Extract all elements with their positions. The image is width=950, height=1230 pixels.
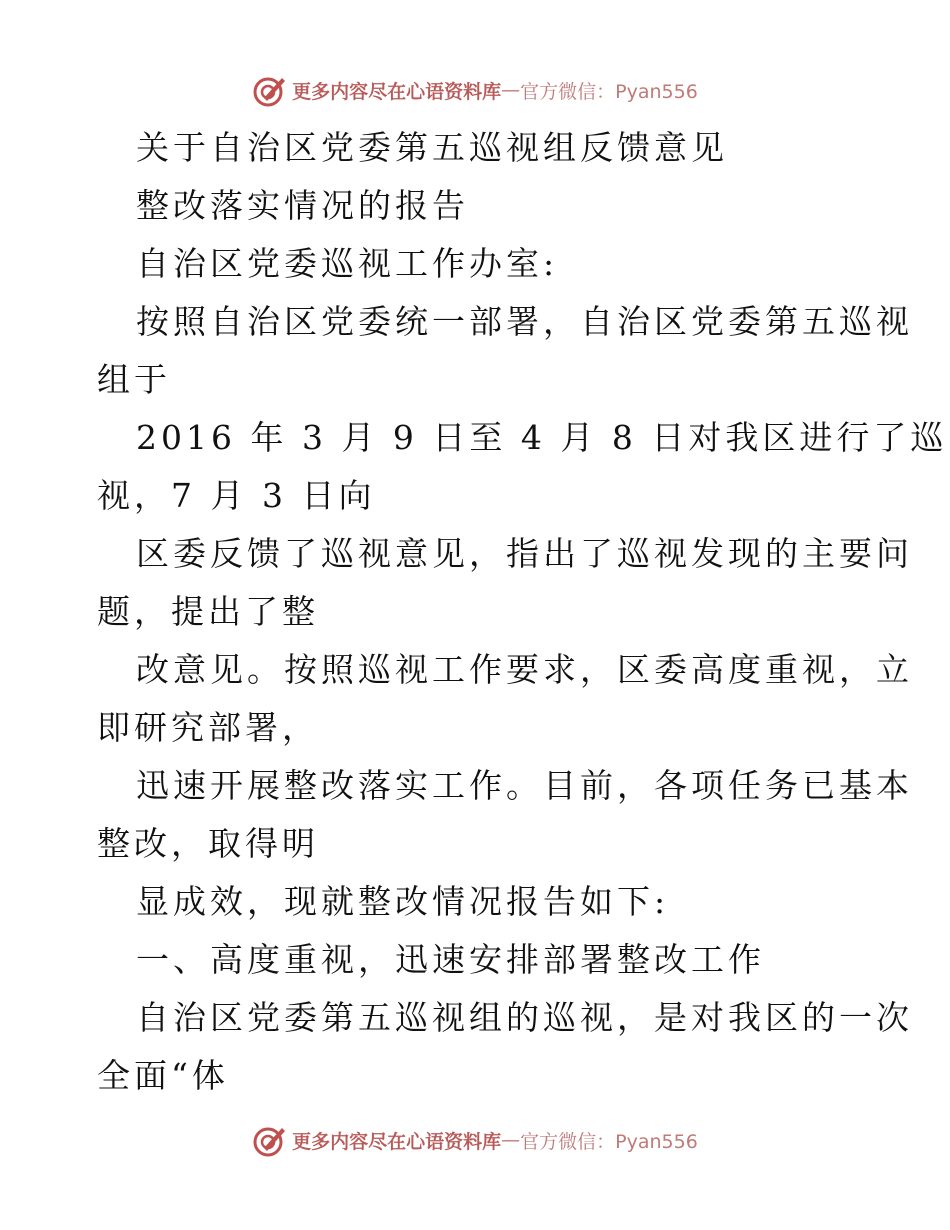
watermark-separator: — <box>501 1129 521 1151</box>
watermark-site-text: 更多内容尽在心语资料库 <box>292 1130 502 1153</box>
footer-watermark <box>0 1120 950 1160</box>
section-heading: 一、高度重视，迅速安排部署整改工作 <box>136 940 765 979</box>
paragraph-line: 视，7 月 3 日向 <box>97 476 376 515</box>
header-watermark <box>0 70 950 110</box>
document-title-line-1: 关于自治区党委第五巡视组反馈意见 <box>136 128 728 167</box>
watermark-contact-text: 官方微信：Pyan556 <box>520 80 698 103</box>
paragraph-line: 整改，取得明 <box>97 824 319 863</box>
watermark-contact-text: 官方微信：Pyan556 <box>520 1130 698 1153</box>
pen-logo-icon <box>252 72 288 108</box>
addressee-line: 自治区党委巡视工作办室: <box>136 244 559 283</box>
paragraph-line: 显成效，现就整改情况报告如下: <box>136 882 670 921</box>
watermark-separator: — <box>501 79 521 101</box>
paragraph-line: 区委反馈了巡视意见，指出了巡视发现的主要问 <box>136 534 913 573</box>
paragraph-line: 全面“体 <box>97 1056 229 1095</box>
paragraph-line: 组于 <box>97 360 171 399</box>
paragraph-line: 自治区党委第五巡视组的巡视，是对我区的一次 <box>136 998 913 1037</box>
paragraph-line: 2016 年 3 月 9 日至 4 月 8 日对我区进行了巡 <box>136 418 948 457</box>
paragraph-line: 改意见。按照巡视工作要求，区委高度重视，立 <box>136 650 913 689</box>
paragraph-line: 迅速开展整改落实工作。目前，各项任务已基本 <box>136 766 913 805</box>
watermark-site-text: 更多内容尽在心语资料库 <box>292 80 502 103</box>
document-title-line-2: 整改落实情况的报告 <box>136 186 469 225</box>
paragraph-line: 题，提出了整 <box>97 592 319 631</box>
paragraph-line: 按照自治区党委统一部署，自治区党委第五巡视 <box>136 302 913 341</box>
pen-logo-icon <box>252 1122 288 1158</box>
paragraph-line: 即研究部署， <box>97 708 319 747</box>
